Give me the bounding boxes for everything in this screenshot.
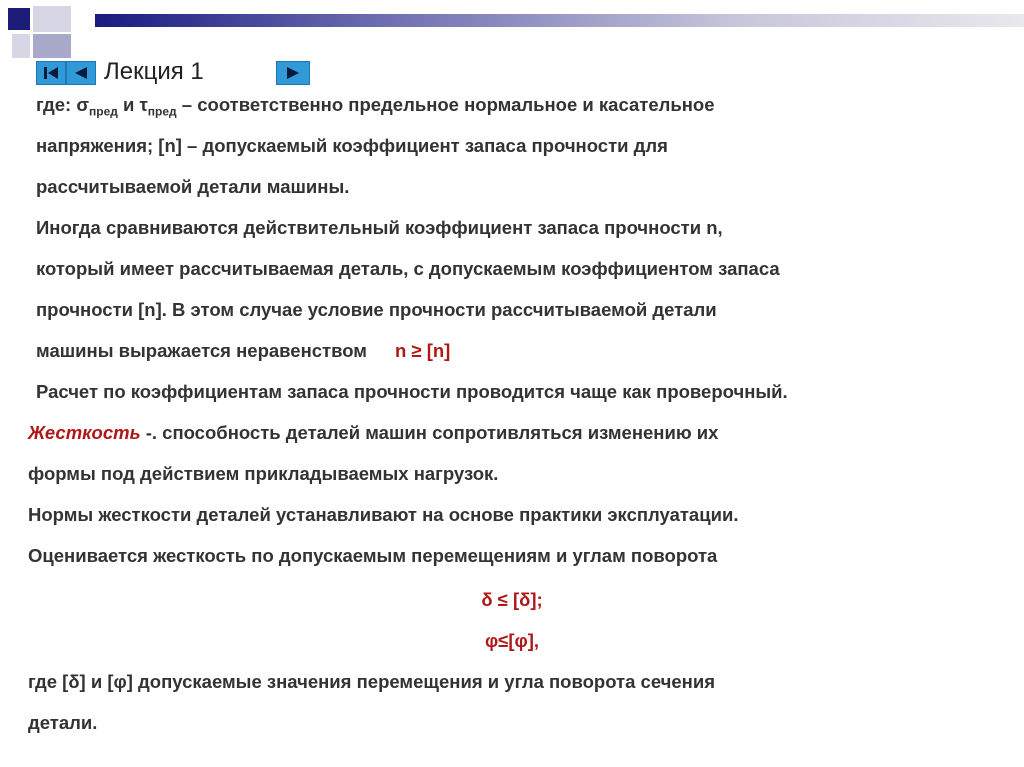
formula-phi: φ≤[φ],: [484, 630, 540, 651]
next-slide-button[interactable]: [276, 61, 310, 85]
tau-symbol: τ: [139, 94, 148, 115]
text-line-3: рассчитываемой детали машины.: [36, 176, 350, 197]
corner-square-light: [33, 6, 71, 32]
text-line-7: машины выражается неравенством n ≥ [n]: [36, 340, 451, 361]
strength-inequality: n ≥ [n]: [394, 340, 451, 361]
formula-delta: δ ≤ [δ];: [481, 589, 543, 610]
text-line-8: Расчет по коэффициентам запаса прочности проводится чаще как проверочный.: [36, 381, 788, 402]
term-stiffness: Жесткость: [28, 422, 141, 443]
text-line-12: Оценивается жесткость по допускаемым перемещениям и углам поворота: [28, 545, 718, 566]
corner-square-light: [12, 34, 30, 58]
corner-square-dark: [8, 8, 30, 30]
text-line-5: который имеет рассчитываемая деталь, с допускаемым коэффициентом запаса: [36, 258, 780, 279]
corner-square-mid: [33, 34, 71, 58]
header-gradient-bar: [95, 14, 1024, 27]
text-line-14: детали.: [28, 712, 98, 733]
text-line-13: где [δ] и [φ] допускаемые значения перемещения и угла поворота сечения: [28, 671, 716, 692]
text-line-4: Иногда сравниваются действительный коэффициент запаса прочности n,: [36, 217, 723, 238]
text-line-1: где: $\sigma_{пред}$ и $\tau_{пред}$ – соответственно предельное нормальное и касательное: [36, 94, 715, 119]
text-line-11: Нормы жесткости деталей устанавливают на основе практики эксплуатации.: [28, 504, 739, 525]
prev-slide-icon: [72, 66, 90, 80]
sigma-symbol: σ: [76, 94, 89, 115]
text-line-10: формы под действием прикладываемых нагрузок.: [28, 463, 499, 484]
text-line-2: напряжения; [n] – допускаемый коэффициент запаса прочности для: [36, 135, 668, 156]
first-slide-icon: [42, 66, 60, 80]
text-line-9: Жесткость -. способность деталей машин сопротивляться изменению их: [28, 422, 719, 443]
prev-slide-button[interactable]: [66, 61, 96, 85]
text-line-6: прочности [n]. В этом случае условие прочности рассчитываемой детали: [36, 299, 717, 320]
next-slide-icon: [284, 66, 302, 80]
first-slide-button[interactable]: [36, 61, 66, 85]
lecture-title: Лекция 1: [104, 58, 204, 85]
